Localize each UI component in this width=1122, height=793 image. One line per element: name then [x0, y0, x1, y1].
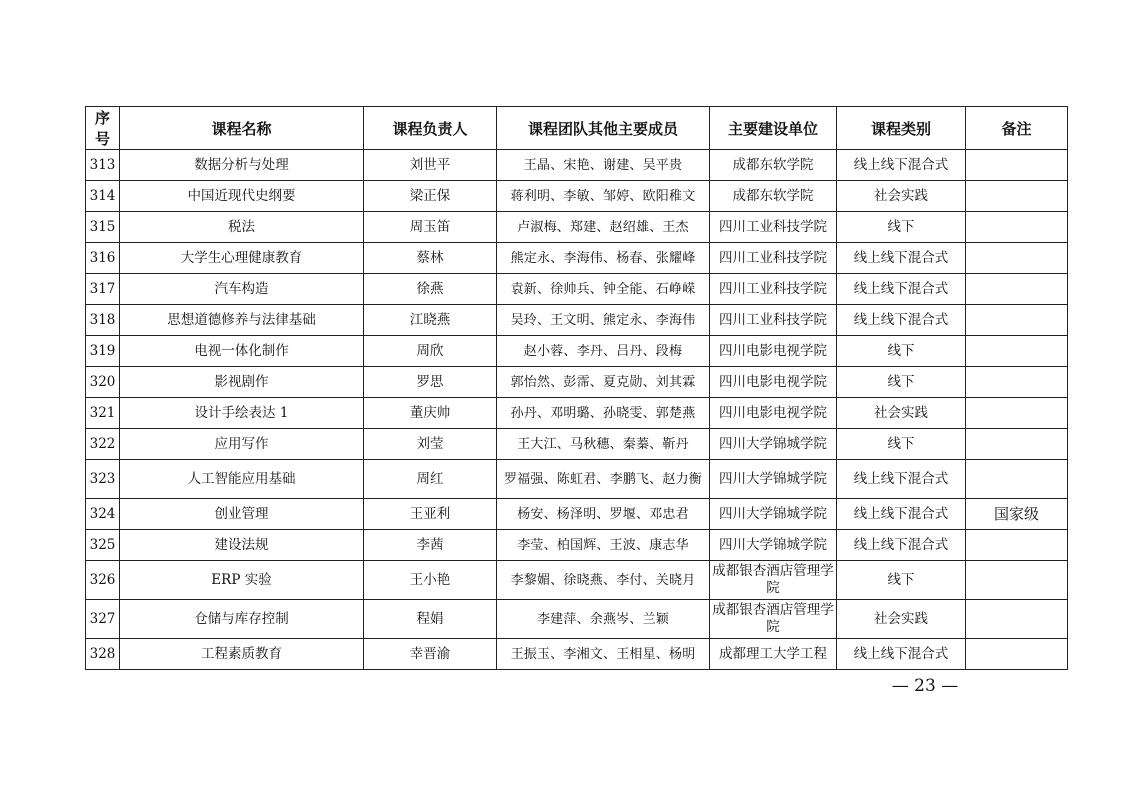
cell-course: 影视剧作 — [120, 367, 364, 398]
cell-note — [966, 212, 1068, 243]
table-row — [86, 600, 1068, 639]
cell-unit: 成都理工大学工程 — [710, 639, 837, 670]
cell-course: 中国近现代史纲要 — [120, 181, 364, 212]
cell-no: 324 — [86, 499, 120, 530]
cell-category: 社会实践 — [837, 600, 966, 639]
cell-members: 王晶、宋艳、谢建、吴平贵 — [497, 150, 710, 181]
header-note: 备注 — [966, 107, 1068, 150]
cell-note — [966, 530, 1068, 561]
table-row — [86, 367, 1068, 398]
table-row — [86, 398, 1068, 429]
table-row — [86, 212, 1068, 243]
cell-course: 应用写作 — [120, 429, 364, 460]
cell-note — [966, 398, 1068, 429]
table-row — [86, 305, 1068, 336]
header-category: 课程类别 — [837, 107, 966, 150]
cell-members: 罗福强、陈虹君、李鹏飞、赵力衡 — [497, 460, 710, 499]
cell-note — [966, 561, 1068, 600]
table-row — [86, 530, 1068, 561]
cell-members: 李黎媚、徐晓燕、李付、关晓月 — [497, 561, 710, 600]
cell-members: 蒋利明、李敏、邹婷、欧阳稚文 — [497, 181, 710, 212]
table-row — [86, 460, 1068, 499]
cell-leader: 王亚利 — [364, 499, 497, 530]
cell-note — [966, 274, 1068, 305]
cell-no: 318 — [86, 305, 120, 336]
cell-course: ERP 实验 — [120, 561, 364, 600]
cell-category: 线下 — [837, 367, 966, 398]
cell-no: 319 — [86, 336, 120, 367]
cell-leader: 蔡林 — [364, 243, 497, 274]
cell-leader: 刘世平 — [364, 150, 497, 181]
cell-members: 吴玲、王文明、熊定永、李海伟 — [497, 305, 710, 336]
cell-category: 线下 — [837, 429, 966, 460]
cell-leader: 周欣 — [364, 336, 497, 367]
header-members: 课程团队其他主要成员 — [497, 107, 710, 150]
cell-leader: 王小艳 — [364, 561, 497, 600]
cell-category: 社会实践 — [837, 181, 966, 212]
cell-members: 卢淑梅、郑建、赵绍雄、王杰 — [497, 212, 710, 243]
cell-category: 线上线下混合式 — [837, 243, 966, 274]
cell-no: 323 — [86, 460, 120, 499]
cell-no: 315 — [86, 212, 120, 243]
cell-no: 325 — [86, 530, 120, 561]
cell-unit: 四川工业科技学院 — [710, 212, 837, 243]
cell-leader: 梁正保 — [364, 181, 497, 212]
cell-no: 316 — [86, 243, 120, 274]
table-row — [86, 499, 1068, 530]
table-row — [86, 274, 1068, 305]
cell-no: 313 — [86, 150, 120, 181]
cell-leader: 李茜 — [364, 530, 497, 561]
cell-course: 大学生心理健康教育 — [120, 243, 364, 274]
cell-note — [966, 336, 1068, 367]
cell-category: 线下 — [837, 561, 966, 600]
cell-category: 线上线下混合式 — [837, 530, 966, 561]
cell-leader: 程娟 — [364, 600, 497, 639]
cell-note — [966, 600, 1068, 639]
cell-course: 建设法规 — [120, 530, 364, 561]
cell-course: 电视一体化制作 — [120, 336, 364, 367]
cell-unit: 四川电影电视学院 — [710, 398, 837, 429]
cell-category: 线下 — [837, 336, 966, 367]
cell-unit: 四川大学锦城学院 — [710, 530, 837, 561]
cell-unit: 四川电影电视学院 — [710, 367, 837, 398]
table-row — [86, 243, 1068, 274]
cell-unit: 四川大学锦城学院 — [710, 429, 837, 460]
cell-unit: 成都银杏酒店管理学院 — [710, 600, 837, 639]
cell-category: 线上线下混合式 — [837, 274, 966, 305]
cell-unit: 四川工业科技学院 — [710, 274, 837, 305]
table-header — [86, 107, 1068, 150]
table-row — [86, 639, 1068, 670]
cell-unit: 成都东软学院 — [710, 150, 837, 181]
cell-course: 数据分析与处理 — [120, 150, 364, 181]
table-body — [86, 150, 1068, 670]
cell-category: 线上线下混合式 — [837, 460, 966, 499]
cell-category: 线上线下混合式 — [837, 305, 966, 336]
cell-no: 320 — [86, 367, 120, 398]
cell-note — [966, 181, 1068, 212]
header-leader: 课程负责人 — [364, 107, 497, 150]
header-row — [86, 107, 1068, 150]
cell-category: 线上线下混合式 — [837, 639, 966, 670]
cell-members: 李建萍、余燕岑、兰颖 — [497, 600, 710, 639]
cell-note — [966, 150, 1068, 181]
cell-note — [966, 305, 1068, 336]
cell-note — [966, 429, 1068, 460]
cell-no: 314 — [86, 181, 120, 212]
cell-no: 326 — [86, 561, 120, 600]
cell-course: 汽车构造 — [120, 274, 364, 305]
cell-members: 赵小蓉、李丹、吕丹、段梅 — [497, 336, 710, 367]
cell-leader: 周红 — [364, 460, 497, 499]
cell-unit: 四川工业科技学院 — [710, 305, 837, 336]
cell-note — [966, 460, 1068, 499]
table-row — [86, 561, 1068, 600]
cell-no: 321 — [86, 398, 120, 429]
cell-note — [966, 367, 1068, 398]
cell-leader: 幸晋渝 — [364, 639, 497, 670]
cell-course: 创业管理 — [120, 499, 364, 530]
cell-course: 税法 — [120, 212, 364, 243]
cell-no: 328 — [86, 639, 120, 670]
cell-members: 王大江、马秋穗、秦蓁、靳丹 — [497, 429, 710, 460]
cell-no: 327 — [86, 600, 120, 639]
cell-course: 思想道德修养与法律基础 — [120, 305, 364, 336]
cell-leader: 江晓燕 — [364, 305, 497, 336]
cell-category: 线下 — [837, 212, 966, 243]
cell-members: 王振玉、李湘文、王相星、杨明 — [497, 639, 710, 670]
cell-note: 国家级 — [966, 499, 1068, 530]
cell-unit: 四川大学锦城学院 — [710, 460, 837, 499]
cell-leader: 周玉笛 — [364, 212, 497, 243]
cell-course: 仓储与库存控制 — [120, 600, 364, 639]
cell-leader: 徐燕 — [364, 274, 497, 305]
cell-leader: 董庆帅 — [364, 398, 497, 429]
cell-unit: 成都东软学院 — [710, 181, 837, 212]
cell-no: 322 — [86, 429, 120, 460]
table-row — [86, 336, 1068, 367]
cell-note — [966, 243, 1068, 274]
cell-members: 李莹、柏国辉、王波、康志华 — [497, 530, 710, 561]
header-course: 课程名称 — [120, 107, 364, 150]
cell-unit: 四川工业科技学院 — [710, 243, 837, 274]
cell-category: 线上线下混合式 — [837, 150, 966, 181]
header-unit: 主要建设单位 — [710, 107, 837, 150]
table-row — [86, 150, 1068, 181]
table-row — [86, 181, 1068, 212]
cell-course: 设计手绘表达 1 — [120, 398, 364, 429]
cell-members: 孙丹、邓明璐、孙晓雯、郭楚燕 — [497, 398, 710, 429]
cell-no: 317 — [86, 274, 120, 305]
course-table — [85, 106, 1068, 670]
cell-leader: 刘莹 — [364, 429, 497, 460]
cell-category: 社会实践 — [837, 398, 966, 429]
cell-note — [966, 639, 1068, 670]
cell-course: 工程素质教育 — [120, 639, 364, 670]
cell-unit: 四川电影电视学院 — [710, 336, 837, 367]
table-row — [86, 429, 1068, 460]
cell-members: 郭怡然、彭霈、夏克勋、刘其霖 — [497, 367, 710, 398]
page-number: — 23 — — [891, 676, 959, 696]
cell-unit: 成都银杏酒店管理学院 — [710, 561, 837, 600]
cell-members: 袁新、徐帅兵、钟全能、石峥嵘 — [497, 274, 710, 305]
header-no: 序号 — [86, 107, 120, 150]
cell-members: 熊定永、李海伟、杨春、张耀峰 — [497, 243, 710, 274]
cell-course: 人工智能应用基础 — [120, 460, 364, 499]
cell-members: 杨安、杨泽明、罗堰、邓忠君 — [497, 499, 710, 530]
cell-category: 线上线下混合式 — [837, 499, 966, 530]
cell-unit: 四川大学锦城学院 — [710, 499, 837, 530]
cell-leader: 罗思 — [364, 367, 497, 398]
